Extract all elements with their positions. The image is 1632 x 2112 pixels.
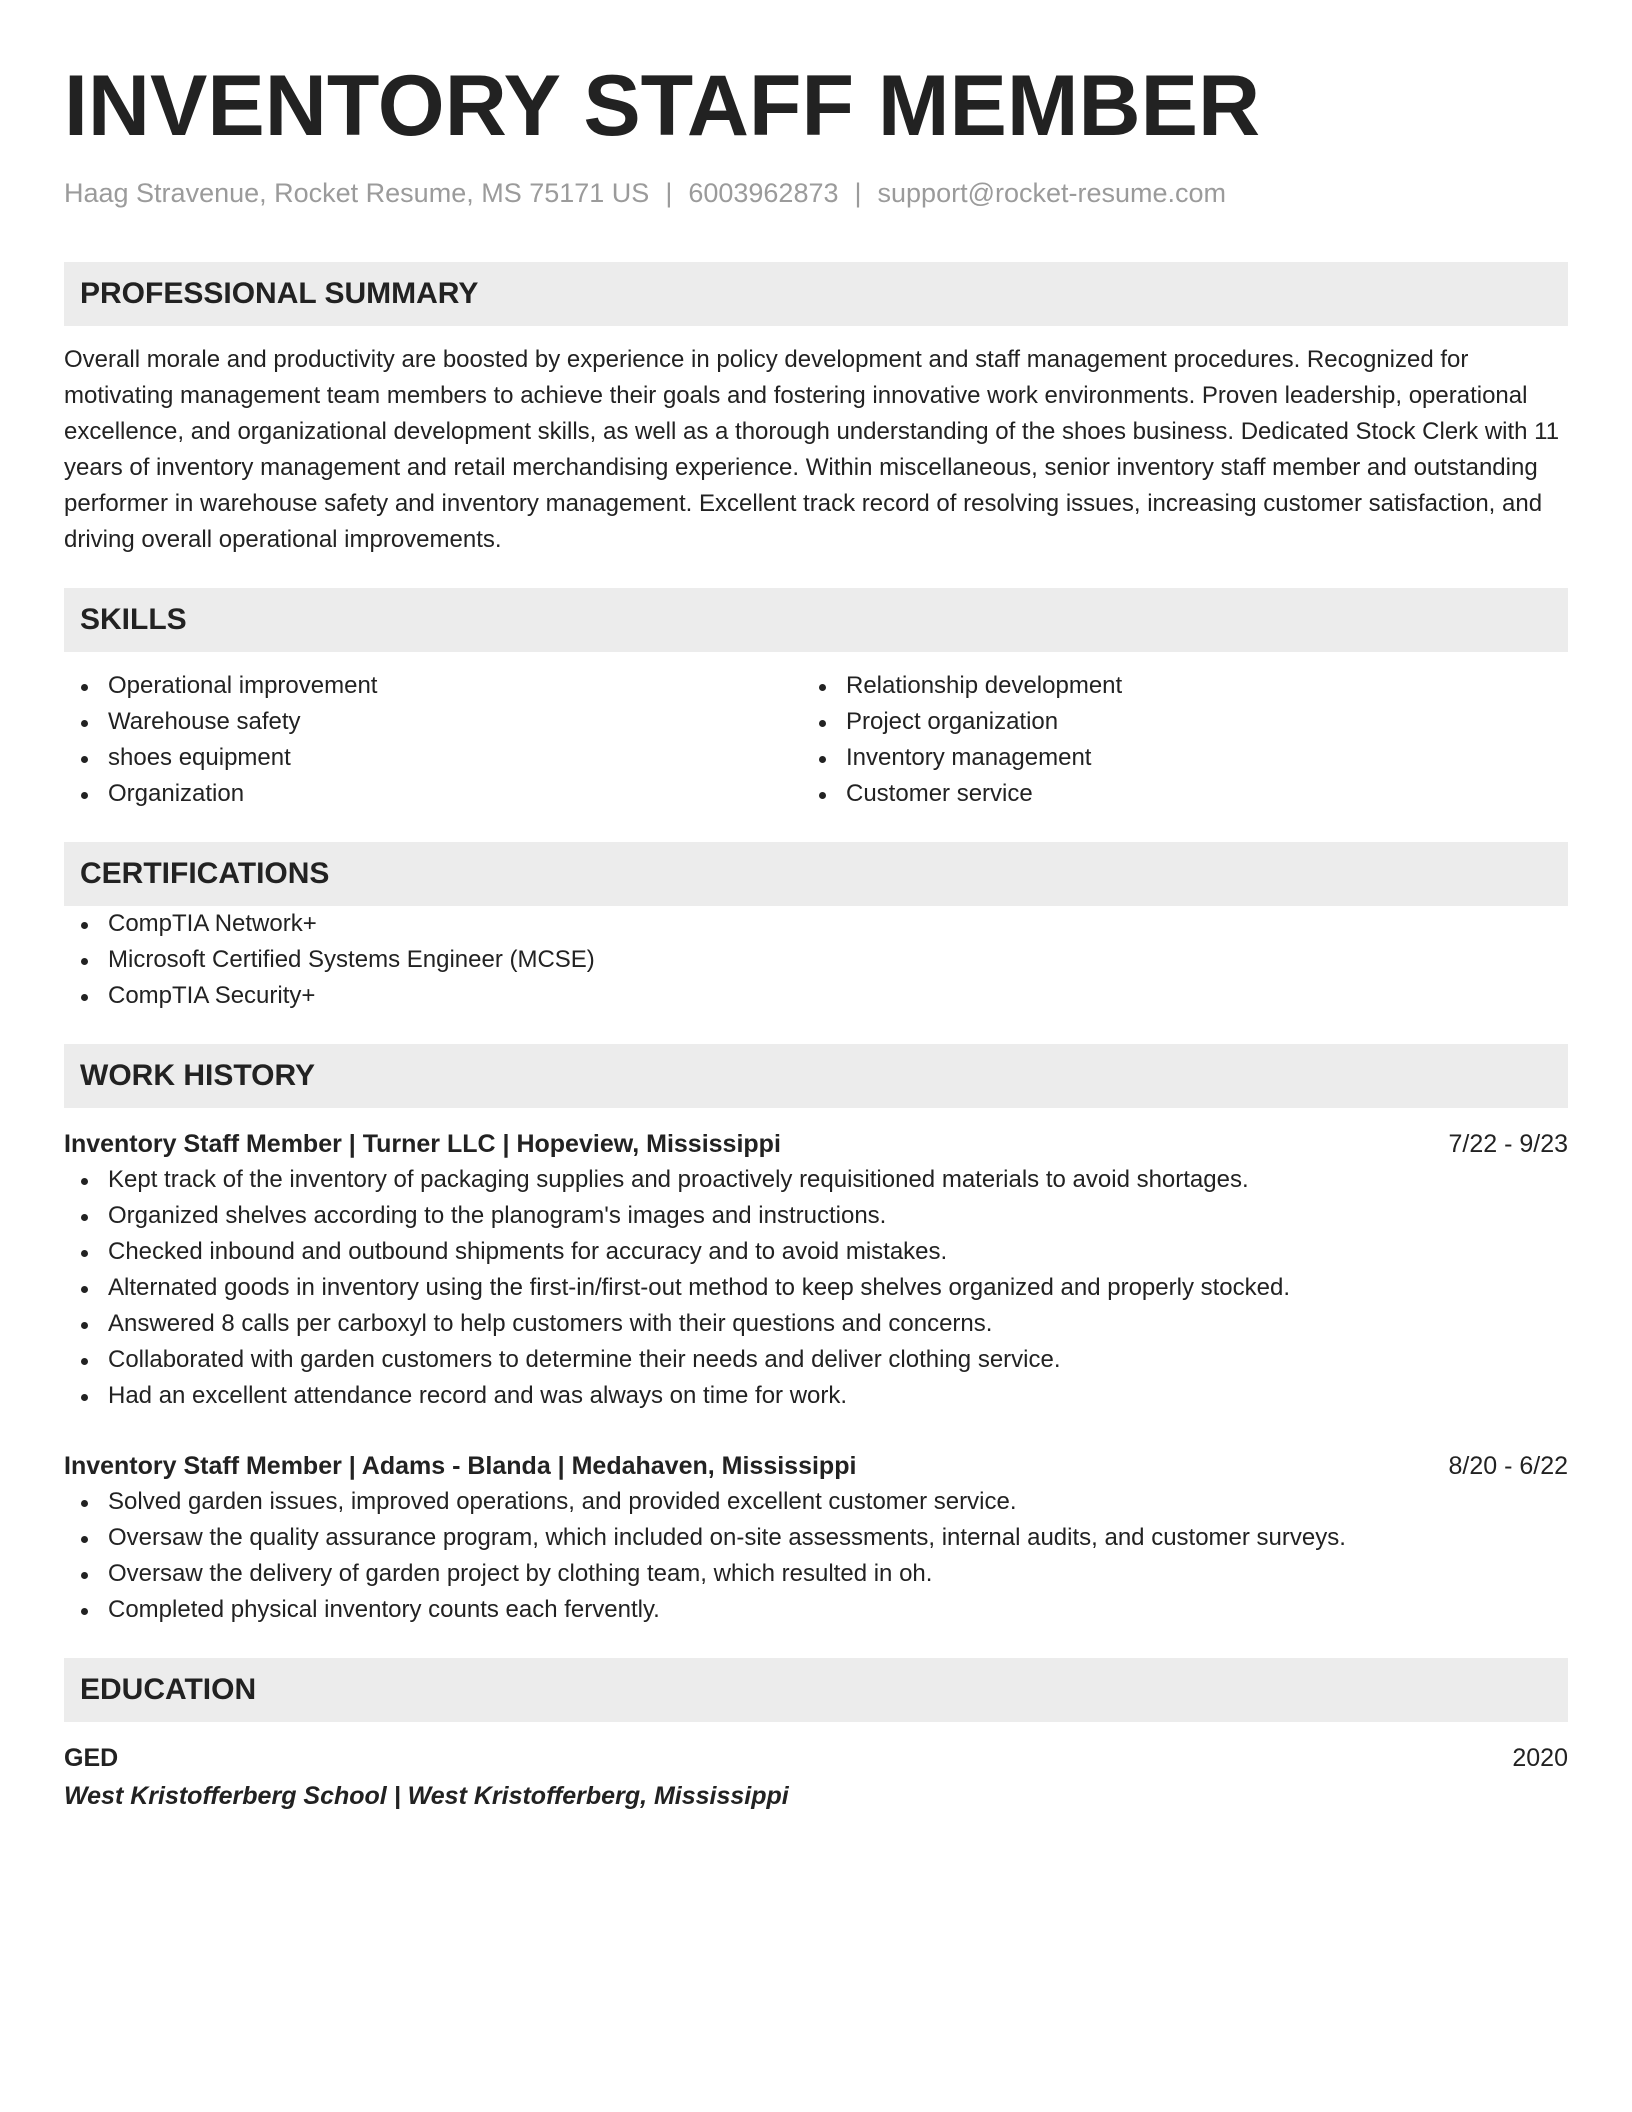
skill-item: Inventory management: [802, 740, 1540, 776]
job-bullet: Answered 8 calls per carboxyl to help customers with their questions and concerns.: [64, 1306, 1568, 1342]
job-bullet: Oversaw the quality assurance program, which included on-site assessments, internal audits, and customer surveys.: [64, 1520, 1568, 1556]
contact-line: [64, 176, 1568, 210]
job-dates: 7/22 - 9/23: [1448, 1130, 1568, 1158]
certification-item: CompTIA Network+: [64, 906, 1568, 942]
job-bullet: Checked inbound and outbound shipments for accuracy and to avoid mistakes.: [64, 1234, 1568, 1270]
job-bullets: [64, 1162, 1568, 1414]
contact-address: Haag Stravenue, Rocket Resume, MS 75171 US: [64, 178, 650, 208]
skills-column-right: [802, 668, 1540, 812]
contact-email: support@rocket-resume.com: [877, 178, 1227, 208]
job-bullet: Oversaw the delivery of garden project by clothing team, which resulted in oh.: [64, 1556, 1568, 1592]
certification-item: Microsoft Certified Systems Engineer (MCSE): [64, 942, 1568, 978]
skill-item: Customer service: [802, 776, 1540, 812]
education-school: West Kristofferberg School | West Kristofferberg, Mississippi: [64, 1782, 789, 1810]
skills-column-left: [64, 668, 802, 812]
certification-item: CompTIA Security+: [64, 978, 1568, 1014]
skill-item: Warehouse safety: [64, 704, 802, 740]
contact-separator: |: [665, 178, 673, 208]
job-bullet: Completed physical inventory counts each fervently.: [64, 1592, 1568, 1628]
job-bullet: Collaborated with garden customers to determine their needs and deliver clothing service.: [64, 1342, 1568, 1378]
section-header-summary: PROFESSIONAL SUMMARY: [64, 262, 1568, 326]
certifications-list: [64, 906, 1568, 1014]
job-bullet: Alternated goods in inventory using the first-in/first-out method to keep shelves organized and properly stocked.: [64, 1270, 1568, 1306]
job-bullet: Kept track of the inventory of packaging supplies and proactively requisitioned materials to avoid shortages.: [64, 1162, 1568, 1198]
job-bullet: Solved garden issues, improved operations, and provided excellent customer service.: [64, 1484, 1568, 1520]
job-header: [64, 1448, 1568, 1484]
contact-phone: 6003962873: [688, 178, 839, 208]
job-bullet: Had an excellent attendance record and was always on time for work.: [64, 1378, 1568, 1414]
job-header: [64, 1126, 1568, 1162]
skill-item: Organization: [64, 776, 802, 812]
section-header-certifications: CERTIFICATIONS: [64, 842, 1568, 906]
job-dates: 8/20 - 6/22: [1448, 1452, 1568, 1480]
education-degree: GED: [64, 1744, 119, 1772]
skill-item: shoes equipment: [64, 740, 802, 776]
education-year: 2020: [1512, 1744, 1568, 1772]
contact-separator: |: [854, 178, 862, 208]
summary-text: Overall morale and productivity are boosted by experience in policy development and staff management procedures. Recognized for motivating management team members to achieve their goals and fostering innovative work environments. Proven leadership, operational excellence, and organizational development skills, as well as a thorough understanding of the shoes business. Dedicated Stock Clerk with 11 years of inventory management and retail merchandising experience. Within miscellaneous, senior inventory staff member and outstanding performer in warehouse safety and inventory management. Excellent track record of resolving issues, increasing customer satisfaction, and driving overall operational improvements.: [64, 346, 1560, 553]
education-header: [64, 1740, 1568, 1776]
skill-item: Operational improvement: [64, 668, 802, 704]
section-header-work-history: WORK HISTORY: [64, 1044, 1568, 1108]
skill-item: Relationship development: [802, 668, 1540, 704]
job-entry: [64, 1448, 1568, 1628]
section-header-education: EDUCATION: [64, 1658, 1568, 1722]
skills-list: [64, 668, 1568, 812]
job-bullets: [64, 1484, 1568, 1628]
section-header-skills: SKILLS: [64, 588, 1568, 652]
job-title: Inventory Staff Member | Adams - Blanda | Medahaven, Mississippi: [64, 1452, 857, 1480]
job-title: Inventory Staff Member | Turner LLC | Hopeview, Mississippi: [64, 1130, 781, 1158]
job-bullet: Organized shelves according to the planogram's images and instructions.: [64, 1198, 1568, 1234]
job-entry: [64, 1126, 1568, 1414]
skill-item: Project organization: [802, 704, 1540, 740]
candidate-name: INVENTORY STAFF MEMBER: [64, 58, 1261, 154]
